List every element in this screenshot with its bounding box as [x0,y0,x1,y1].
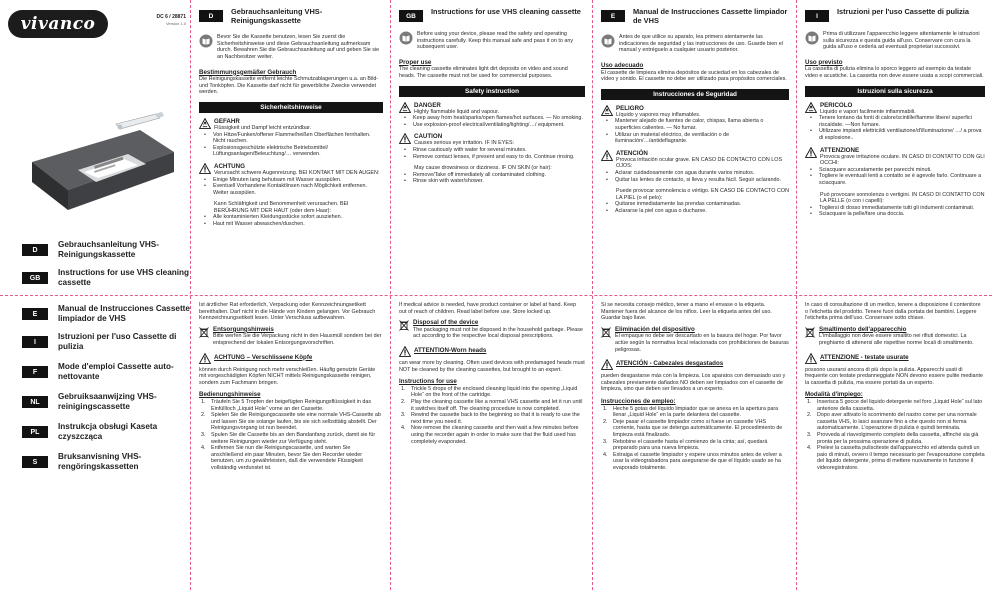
step-text: Entfernen Sie nun die Reinigungscassette, und warten Sie anschließend ein paar Minuten, bevor Sie den Recorder wieder benutzen, um zu gewährleisten, daß die verwendete Flüssigkeit vollständig verdunstet ist. [211,445,363,471]
exclamation-triangle-icon [601,359,613,370]
warning-triangle-icon [805,102,817,113]
section-title: Gebrauchsanleitung VHS-Reinigungskassette [231,7,323,25]
language-entry [0,268,190,290]
intro-note [601,34,789,54]
disposal-title: Smaltimento dell'apparecchio [819,325,907,333]
crossed-bin-icon [399,320,409,331]
language-code-badge: I [805,10,829,22]
instruction-step: 2. Spielen Sie die Reinigungscassette wie eine normale VHS-Cassette ab und lassen Sie sie solange laufen, bis sie sich selbsttätig abstellt. Der Reinigungsvorgang ist nun beendet. [201,412,381,432]
exclamation-triangle-icon [199,353,211,364]
lower-panel [191,302,390,471]
instruction-step: 4. Entfernen Sie nun die Reinigungscassette, und warten Sie anschließend ein paar Minuten, bevor Sie den Recorder wieder benutzen, um zu gewährleisten, daß die verwendete Flüssigkeit vollständig verdunstet ist. [201,445,363,471]
instruction-step: 3. Spulen Sie die Cassette bis an den Bandanfang zurück, damit sie für weitere Reinigungen wieder zur Verfügung steht. [201,431,376,445]
caution-text: Causes serious eye irritation. IF IN EYES: [414,140,515,147]
step-text: Rewind the cassette back to the beginning so that it is ready to use the next time you need it. [411,412,580,425]
danger-text: Flüssigkeit und Dampf leicht entzündbar. [214,124,312,131]
crossed-bin-icon [199,327,209,338]
language-column [797,0,992,590]
proper-use-text: El cassette de limpieza elimina depósitos de suciedad en los cabezales de vídeo y sonido. El cassette no debe ser utilizado para propósitos comerciales. [601,69,787,83]
crossed-bin-icon [805,327,815,338]
instructions-heading: Bedienungshinweise [199,391,261,399]
safety-bar: Safety instruction [399,86,585,97]
disposal-block [199,326,383,347]
language-column [593,0,796,590]
instruction-step: 4. Extraiga el cassette limpiador y espere unos minutos antes de volver a usar la videograbadora para asegurarse de que el líquido usado se ha evaporado totalmente. [603,451,782,471]
intro-text: Before using your device, please read the safety and operating instructions carefully. Keep this manual safe and pass it on to any subsequent user. [417,31,574,51]
instruction-step: 1. Heche 5 gotas del líquido limpiador que se anexa en la apertura para llenar „Liquid Hole“ en la parte delantera del cassette. [603,405,779,419]
precaution-text: In caso di consultazione di un medico, tenere a disposizione il contenitore o l'etichetta del prodotto. Tenere fuori dalla portata dei bambini. Leggere l'etichetta prima dell'uso. Conservare sotto chiave. [805,302,981,322]
instruction-step: 4. Now remove the cleaning cassette and then wait a few minutes before using the recorder again in order to make sure that the fluid used has completely evaporated. [401,425,579,445]
caution-title: ACHTUNG [214,162,245,170]
language-title: Gebruiksaanwijzing VHS-reinigingscassette [58,392,157,411]
language-code-badge: GB [399,10,423,22]
skin-bullet: • Remove/Take off immediately all contaminated clothing. [399,172,585,179]
disposal-title: Disposal of the device [413,319,479,327]
language-entry [0,452,190,474]
worn-heads-block [399,346,585,357]
step-text: Extraiga el cassette limpiador y espere unos minutos antes de volver a usar la videograbadora para asegurarse de que el líquido usado se ha evaporado totalmente. [613,451,782,471]
proper-use-text: The cleaning cassette eliminates light dirt deposits on video and sound heads. The cassette must not be used for commercial purposes. [399,66,568,79]
drowsiness-text: Puede provocar somnolencia o vértigo. EN CASO DE CONTACTO CON LA PIEL (o el pelo): [616,188,789,201]
instruction-step: 2. Deje pasar el cassette limpiador como si fuese un cassette VHS corriente, hasta que se detenga automáticamente. El procedimiento de limpieza está finalizado. [603,418,783,438]
disposal-text: El empaque no debe ser descartado en la basura del hogar. Por favor actúe según la normativa local relacionada con prohibiciones de basuras peligrosas. [615,333,789,353]
proper-use-heading: Uso adecuado [601,61,644,69]
step-text: Heche 5 gotas del líquido limpiador que se anexa en la apertura para llenar „Liquid Hole“ en la parte delantera del cassette. [613,405,779,419]
language-title: Instructions for use VHS cleaning cassette [58,268,190,287]
caution-block [199,163,383,177]
language-code-badge: D [199,10,223,22]
manual-book-icon [199,34,213,48]
manual-book-icon [805,31,819,45]
danger-block [601,105,789,119]
caution-title: ATTENZIONE [820,146,860,154]
step-text: Träufeln Sie 5 Tropfen der beigefügten Reinigungsflüssigkeit in das Einfüllloch „Liquid Hole“ vorne an der Cassette. [211,398,372,412]
safety-bar: Sicherheitshinweise [199,102,383,113]
section-header [601,8,789,25]
caution-block [399,133,585,147]
language-column [191,0,390,590]
document-version: Version 1.0 [165,21,186,26]
lower-panel [391,302,592,445]
caution-bullet: • Rinse cautiously with water for several minutes. [399,147,585,154]
instructions-heading: Modalità d'impiego: [805,391,863,399]
danger-bullet: • Utilizar un material eléctrico, de ventilación o de iluminación/…/antideflagrante. [601,132,789,145]
skin-bullet: • Togliersi di dosso immediatamente tutti gli indumenti contaminati. [805,205,985,212]
danger-bullet: • Von Hitze/Funken/offener Flamme/heißen Oberflächen fernhalten. Nicht rauchen. [199,132,383,145]
safety-bar: Instrucciones de Seguridad [601,89,789,100]
intro-note [199,34,383,60]
instruction-step: 1. Trickle 5 drops of the enclosed cleaning liquid into the opening „Liquid Hole“ on the front of the cartridge. [401,385,578,399]
worn-heads-block [601,359,789,370]
warning-triangle-icon [601,105,613,116]
warning-triangle-icon [399,102,411,113]
step-text: Prelevi la cassetta pulisciteste dall'apparecchio ed attenda quindi un paio di minuti, ovvero il tempo necessario per l'evaporazione completa del liquido detergente, prima di mettere nuovamente in funzione il videoregistratore. [817,445,985,471]
danger-title: GEFAHR [214,117,240,125]
danger-bullet: • Use explosion-proof electrical/ventilating/lighting/…/ equipment. [399,122,585,129]
language-code-badge: PL [22,426,48,438]
caution-bullet: • Quitar las lentes de contacto, si lleva y resulta fácil. Seguir aclarando. [601,177,789,184]
section-title: Instructions for use VHS cleaning cassette [431,7,581,16]
danger-block [805,102,985,116]
proper-use-text: Die Reinigungskassette entfernt leichte Schmutzablagerungen u.a. an Bild- und Tonköpfen. Die Kassette darf nicht für gewerbliche Zwecke verwendet werden. [199,76,379,96]
instruction-step: 4. Prelevi la cassetta pulisciteste dall'apparecchio ed attenda quindi un paio di minuti, ovvero il tempo necessario per l'evaporazione completa del liquido detergente, prima di mettere nuovamente in funzione il videoregistratore. [807,445,985,471]
skin-bullet: • Rinse skin with water/shower. [399,178,585,185]
language-code-badge: S [22,456,48,468]
caution-title: CAUTION [414,133,443,141]
skin-bullet: • Quitarse inmediatamente las prendas contaminadas. [601,201,789,208]
exclamation-triangle-icon [601,150,613,161]
instruction-step: 3. Provveda al riavvolgimento completo della cassetta, affinché sia già pronta per la prossima operazione di pulizia. [807,431,979,445]
danger-text: Highly flammable liquid and vapour. [414,108,500,115]
section-header [805,8,985,22]
caution-bullet: • Togliere le eventuali lenti a contatto se è agevole farlo. Continuare a sciacquare. [805,173,985,186]
step-text: Rebobine el cassette hasta el comienzo de la cinta; así, quedará preparado para una nueva limpieza. [613,438,768,452]
intro-note [805,31,985,51]
exclamation-triangle-icon [199,163,211,174]
instruction-step: 3. Rebobine el cassette hasta el comienzo de la cinta; así, quedará preparado para una nueva limpieza. [603,438,768,452]
proper-use-heading: Proper use [399,58,432,66]
instructions-heading: Instructions for use [399,378,457,386]
language-title: Manual de Instrucciones Cassette limpiador de VHS [58,304,190,323]
lower-panel [593,302,796,471]
disposal-title: Eliminación del dispositivo [615,325,695,333]
precaution-text: Si se necesita consejo médico, tener a mano el envase o la etiqueta. Mantener fuera del alcance de los niños. Leer la etiqueta antes del uso. Guardar bajo llave. [601,302,772,322]
worn-heads-text: pueden desgastarse más con la limpieza. Los aparatos con demasiado uso y cabezales previamente dañados NO deben ser limpiados con el cassette de limpieza, sino que deben ser llevados a un experto. [601,373,786,393]
danger-block [199,118,383,132]
worn-heads-title: ATTENZIONE - testate usurate [820,353,909,361]
instruction-step: 3. Rewind the cassette back to the beginning so that it is ready to use the next time you need it. [401,412,580,425]
proper-use-text: La cassetta di pulizia elimina lo sporco leggero ad esempio da testate video e acustiche. La cassetta non deve essere usata a scopi commerciali. [805,66,984,79]
worn-heads-block [199,353,383,364]
section-title: Manual de Instrucciones Cassette limpiador de VHS [633,7,788,25]
drowsiness-text: May cause drowsiness or dizziness. IF ON SKIN (or hair): [414,165,552,172]
step-text: Spulen Sie die Cassette bis an den Bandanfang zurück, damit sie für weitere Reinigungen wieder zur Verfügung steht. [211,431,376,445]
disposal-text: L'imballaggio non deve essere smaltito nei rifiuti domestici. La preghiamo di attenersi alle rispettive norme locali di smaltimento. [819,333,974,346]
caution-bullet: • Eventuell Vorhandene Kontaktlinsen nach Möglichkeit entfernen. Weiter ausspülen. [199,183,383,196]
language-entry [0,362,190,384]
step-text: Spielen Sie die Reinigungscassette wie eine normale VHS-Cassette ab und lassen Sie sie solange laufen, bis sie sich selbsttätig abstellt. Der Reinigungsvorgang ist nun beendet. [211,412,381,432]
worn-heads-text: können durch Reinigung noch mehr verschleißen. Häufig genutzte Geräte mit vorgeschädigten Köpfen NICHT mittels Reinigungskassette reinigen, sondern zum Fachmann bringen. [199,366,376,386]
language-title: Bruksanvisning VHS-rengöringskassetten [58,452,142,471]
section-header [199,8,383,25]
disposal-text: Bitte werfen Sie die Verpackung nicht in den Hausmüll sondern bei der entsprechend der lokalen Entsorgungsvorschriften. [213,333,382,346]
exclamation-triangle-icon [399,133,411,144]
caution-bullet: • Einige Minuten lang behutsam mit Wasser ausspülen. [199,177,383,184]
disposal-block [805,326,985,347]
instruction-step: 1. Träufeln Sie 5 Tropfen der beigefügten Reinigungsflüssigkeit in das Einfüllloch „Liquid Hole“ vorne an der Cassette. [201,398,372,412]
vhs-cassette-product-image [28,110,178,220]
precaution-text: Ist ärztlicher Rat erforderlich, Verpackung oder Kennzeichnungsetikett bereithalten. Darf nicht in die Hände von Kindern gelangen. Vor Gebrauch Kennzeichnungsetikett lesen. Unter Verschluss aufbewahren. [199,302,376,322]
caution-text: Provoca grave irritazione oculare. IN CASO DI CONTATTO CON GLI OCCHI: [820,153,985,167]
exclamation-triangle-icon [805,147,817,158]
safety-bar: Istruzioni sulla sicurezza [805,86,985,97]
proper-use-heading: Bestimmungsgemäßer Gebrauch [199,68,297,76]
worn-heads-title: ATENCIÓN - Cabezales desgastados [616,360,724,368]
skin-bullet: • Sciacquare la pelle/fare una doccia. [805,211,985,218]
language-column [391,0,592,590]
language-code-badge: D [22,244,48,256]
danger-text: Líquido y vapores muy inflamables. [616,111,701,118]
worn-heads-title: ACHTUNG – Verschlissene Köpfe [214,353,313,361]
language-code-badge: I [22,336,48,348]
step-text: Now remove the cleaning cassette and then wait a few minutes before using the recorder again in order to make sure that the fluid used has completely evaporated. [411,425,579,445]
exclamation-triangle-icon [805,353,817,364]
skin-bullet: • Haut mit Wasser abwaschen/duschen. [199,221,383,228]
language-entry [0,392,190,414]
section-header [399,8,585,22]
language-entry [0,304,190,326]
cover-panel [0,0,190,590]
language-entry [0,332,190,354]
caution-block [805,147,985,167]
language-code-badge: GB [22,272,48,284]
drowsiness-text: Kann Schläfrigkeit und Benommenheit verursachen. BEI BERÜHRUNG MIT DER HAUT (oder dem Haar): [214,201,349,214]
language-code-badge: E [22,308,48,320]
step-text: Dopo aver attivato lo scorrimento del nastro come per una normale cassetta VHS, lo lasci avanzare fino a che questo non si ferma automaticamente. L'operazione di pulizia è quindi terminata. [817,412,977,432]
skin-bullet: • Alle kontaminierten Kleidungsstücke sofort ausziehen. [199,214,383,221]
caution-bullet: • Sciacquare accuratamente per parecchi minuti. [805,167,985,174]
language-title: Instrukcja obsługi Kaseta czyszcząca [58,422,158,441]
worn-heads-text: possono usurarsi ancora di più dopo la pulizia. Apparecchi usati di frequente con testate predanneggiate NON devono essere pulite mediante la cassetta di pulizia, ma essere portati da un esperto. [805,366,984,386]
language-title: Gebrauchsanleitung VHS-Reinigungskassette [58,240,159,259]
language-title: Istruzioni per l'uso Cassette di pulizia [58,332,177,351]
language-code-badge: F [22,366,48,378]
intro-text: Antes de que utilice su aparato, lea primero atentamente las indicaciones de seguridad y las instrucciones de uso. Guarde bien el manual y entréguelo a cualquier usuario posterior. [619,34,783,54]
step-text: Play the cleaning cassette like a normal VHS cassette and let it run until it switches itself off. The cleaning procedure is now completed. [411,398,583,412]
proper-use-heading: Uso previsto [805,58,843,66]
lower-panel [797,302,992,471]
precaution-text: If medical advice is needed, have product container or label at hand. Keep out of reach of children. Read label before use. Store locked up. [399,302,577,315]
danger-title: PERICOLO [820,101,853,109]
language-code-badge: NL [22,396,48,408]
brand-logo: vivanco [8,10,108,38]
crossed-bin-icon [601,327,611,338]
danger-bullet: • Keep away from heat/sparks/open flames/hot surfaces. — No smoking. [399,115,585,122]
language-entry [0,422,190,444]
caution-bullet: • Remove contact lenses, if present and easy to do. Continue rinsing. [399,154,585,161]
caution-text: Verursacht schwere Augenreizung. BEI KONTAKT MIT DEN AUGEN: [214,169,380,176]
danger-block [399,102,585,116]
intro-note [399,31,585,51]
step-text: Provveda al riavvolgimento completo della cassetta, affinché sia già pronta per la prossima operazione di pulizia. [817,431,979,445]
instruction-step: 2. Dopo aver attivato lo scorrimento del nastro come per una normale cassetta VHS, lo lasci avanzare fino a che questo non si ferma automaticamente. L'operazione di pulizia è quindi terminata. [807,412,977,432]
warning-triangle-icon [199,118,211,129]
caution-title: ATENCIÓN [616,149,648,157]
danger-bullet: • Tenere lontano da fonti di calore/scintille/fiamme libere/ superfici riscaldate. —Non fumare. [805,115,985,128]
danger-text: Liquido e vapori facilmente infiammabili. [820,108,916,115]
section-title: Istruzioni per l'uso Cassette di pulizia [837,7,969,16]
danger-bullet: • Mantener alejado de fuentes de calor, chispas, llama abierta o superficies calientes. — No fumar. [601,118,789,131]
disposal-block [601,326,789,353]
disposal-title: Entsorgungshinweis [213,325,274,333]
danger-title: DANGER [414,101,441,109]
instruction-step: 2. Play the cleaning cassette like a normal VHS cassette and let it run until it switches itself off. The cleaning procedure is now completed. [401,398,583,412]
language-entry [0,240,190,262]
language-title: Mode d'emploi Cassette auto-nettovante [58,362,174,381]
caution-bullet: • Aclarar cuidadosamente con agua durante varios minutos. [601,170,789,177]
skin-bullet: • Aclararse la piel con agua o ducharse. [601,208,789,215]
worn-heads-title: ATTENTION-Worn heads [414,346,487,354]
document-code: DC 6 / 28871 [156,14,186,20]
danger-bullet: • Utilizzare impianti elettrici/di ventilazione/d'illuminazione/ …/ a prova di esplosione.. [805,128,985,141]
intro-text: Prima di utilizzare l'apparecchio leggere attentamente le istruzioni sulla sicurezza e questa guida all'uso. Conservare con cura la guida all'uso e cederla ad eventuali proprietari successivi. [823,31,980,51]
caution-block [601,150,789,170]
exclamation-triangle-icon [399,346,411,357]
step-text: Trickle 5 drops of the enclosed cleaning liquid into the opening „Liquid Hole“ on the front of the cartridge. [411,385,578,399]
intro-text: Bevor Sie die Kassette benutzen, lesen Sie zuerst die Sicherheitshinweise und diese Gebrauchsanleitung aufmerksam durch. Bewahren Sie die Gebrauchsanleitung auf und geben Sie sie an Nachbesitzer weiter. [217,34,380,60]
step-text: Deje pasar el cassette limpiador como si fuese un cassette VHS corriente, hasta que se detenga automáticamente. El procedimiento de limpieza está finalizado. [613,418,783,438]
instructions-heading: Instrucciones de empleo: [601,397,676,405]
disposal-text: The packaging must not be disposed in the household garbage. Please act according to the respective local disposal prescriptions. [413,326,583,340]
drowsiness-text: Può provocare sonnolenza o vertigini. IN CASO DI CONTATTO CON LA PELLE (o con i capelli): [820,191,985,205]
manual-book-icon [601,34,615,48]
manual-book-icon [399,31,413,45]
language-code-badge: E [601,10,625,22]
danger-title: PELIGRO [616,104,644,112]
disposal-block [399,319,585,340]
instruction-step: 1. Inserisca 5 gocce del liquido detergente nel foro „Liquid Hole“ sul lato anteriore della cassetta. [807,398,983,412]
worn-heads-text: can wear more by cleaning. Often used devices with predamaged heads must NOT be cleaned by the cleaning cassettes, but brought to an expert. [399,359,585,373]
worn-heads-block [805,353,985,364]
step-text: Inserisca 5 gocce del liquido detergente nel foro „Liquid Hole“ sul lato anteriore della cassetta. [817,398,983,412]
caution-text: Provoca irritación ocular grave. EN CASO DE CONTACTO CON LOS OJOS: [616,156,783,170]
danger-bullet: • Explosionsgeschützte elektrische Betriebsmittel/ Lüftungsanlagen/Beleuchtung/… verwenden. [199,145,383,158]
